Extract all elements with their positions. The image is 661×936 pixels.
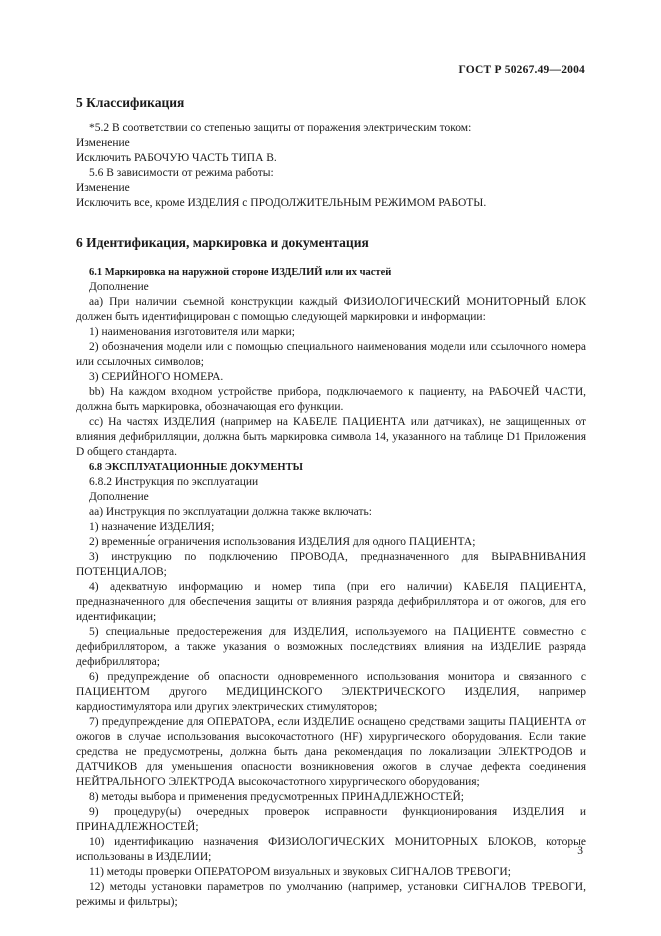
paragraph: *5.2 В соответствии со степенью защиты от поражения электрическим током:: [89, 122, 472, 134]
list-item: 2) обозначения модели или с помощью специального наименования модели или ссылочного номера или ссылочных символов;: [76, 341, 586, 368]
list-item: 3) инструкцию по подключению ПРОВОДА, предназначенного для ВЫРАВНИВАНИЯ ПОТЕНЦИАЛОВ;: [76, 551, 586, 578]
list-item: 12) методы установки параметров по умолчанию (например, установки СИГНАЛОВ ТРЕВОГИ, режимы и фильтры);: [76, 881, 586, 908]
list-item: 3) СЕРИЙНОГО НОМЕРА.: [89, 371, 224, 383]
subsection-6-8-title: 6.8 ЭКСПЛУАТАЦИОННЫЕ ДОКУМЕНТЫ: [89, 462, 303, 473]
list-item: 4) адекватную информацию и номер типа (при его наличии) КАБЕЛЯ ПАЦИЕНТА, предназначенного для обеспечения защиты от влияния разряда дефибриллятора и от ожогов, для его идентификации;: [76, 581, 586, 623]
paragraph: Изменение: [76, 182, 130, 194]
paragraph: сс) На частях ИЗДЕЛИЯ (например на КАБЕЛЕ ПАЦИЕНТА или датчиках), не защищенных от влияния дефибрилляции, должна быть маркировка символа 14, указанного на таблице D1 Приложения D общего стандарта.: [76, 416, 586, 458]
list-item: 6) предупреждение об опасности одновременного использования монитора и связанного с ПАЦИЕНТОМ другого МЕДИЦИНСКОГО ЭЛЕКТРИЧЕСКОГО ИЗДЕЛИЯ, например кардиостимулятора или других электрических стимуляторов;: [76, 671, 586, 713]
list-item: 5) специальные предостережения для ИЗДЕЛИЯ, используемого на ПАЦИЕНТЕ совместно с дефибриллятором, а также указания о возможных последствиях влияния на ИЗДЕЛИЕ разряда дефибриллятора;: [76, 626, 586, 668]
list-item: 2) временны́е ограничения использования ИЗДЕЛИЯ для одного ПАЦИЕНТА;: [89, 536, 476, 548]
paragraph: Дополнение: [89, 281, 149, 293]
section-5-title: 5 Классификация: [76, 95, 185, 110]
paragraph: 5.6 В зависимости от режима работы:: [89, 167, 274, 179]
document-header: ГОСТ Р 50267.49—2004: [458, 64, 585, 76]
list-item: 7) предупреждение для ОПЕРАТОРА, если ИЗДЕЛИЕ оснащено средствами защиты ПАЦИЕНТА от ожогов в случае использования высокочастотного (HF) хирургического оборудования. Если такие средства не предусмотрены, должна быть дана рекомендация по локализации ЭЛЕКТРОДОВ и ДАТЧИКОВ для уменьшения опасности возникновения ожогов в случае дефекта соединения НЕЙТРАЛЬНОГО ЭЛЕКТРОДА высокочастотного хирургического оборудования;: [76, 716, 586, 788]
list-item: 1) назначение ИЗДЕЛИЯ;: [89, 521, 215, 533]
subsection-6-1-title: 6.1 Маркировка на наружной стороне ИЗДЕЛИЙ или их частей: [89, 267, 392, 278]
paragraph: Исключить все, кроме ИЗДЕЛИЯ с ПРОДОЛЖИТЕЛЬНЫМ РЕЖИМОМ РАБОТЫ.: [76, 197, 487, 209]
paragraph: bb) На каждом входном устройстве прибора, подключаемого к пациенту, на РАБОЧЕЙ ЧАСТИ, должна быть маркировка, обозначающая его функции.: [76, 386, 586, 413]
paragraph: Изменение: [76, 137, 130, 149]
list-item: 11) методы проверки ОПЕРАТОРОМ визуальных и звуковых СИГНАЛОВ ТРЕВОГИ;: [89, 866, 511, 878]
section-6-title: 6 Идентификация, маркировка и документация: [76, 235, 369, 250]
paragraph: Дополнение: [89, 491, 149, 503]
list-item: 10) идентификацию назначения ФИЗИОЛОГИЧЕСКИХ МОНИТОРНЫХ БЛОКОВ, которые использованы в ИЗДЕЛИИ;: [76, 836, 586, 863]
paragraph: аа) Инструкция по эксплуатации должна также включать:: [89, 506, 372, 518]
paragraph: Исключить РАБОЧУЮ ЧАСТЬ ТИПА В.: [76, 152, 277, 164]
paragraph: 6.8.2 Инструкция по эксплуатации: [89, 476, 259, 488]
list-item: 8) методы выбора и применения предусмотренных ПРИНАДЛЕЖНОСТЕЙ;: [89, 791, 464, 803]
page-number: 3: [577, 845, 583, 857]
list-item: 1) наименования изготовителя или марки;: [89, 326, 295, 338]
document-body: [76, 94, 586, 910]
list-item: 9) процедуру(ы) очередных проверок исправности функционирования ИЗДЕЛИЯ и ПРИНАДЛЕЖНОСТЕЙ;: [76, 806, 586, 833]
paragraph: аа) При наличии съемной конструкции каждый ФИЗИОЛОГИЧЕСКИЙ МОНИТОРНЫЙ БЛОК должен быть идентифицирован с помощью следующей маркировки и информации:: [76, 296, 586, 323]
